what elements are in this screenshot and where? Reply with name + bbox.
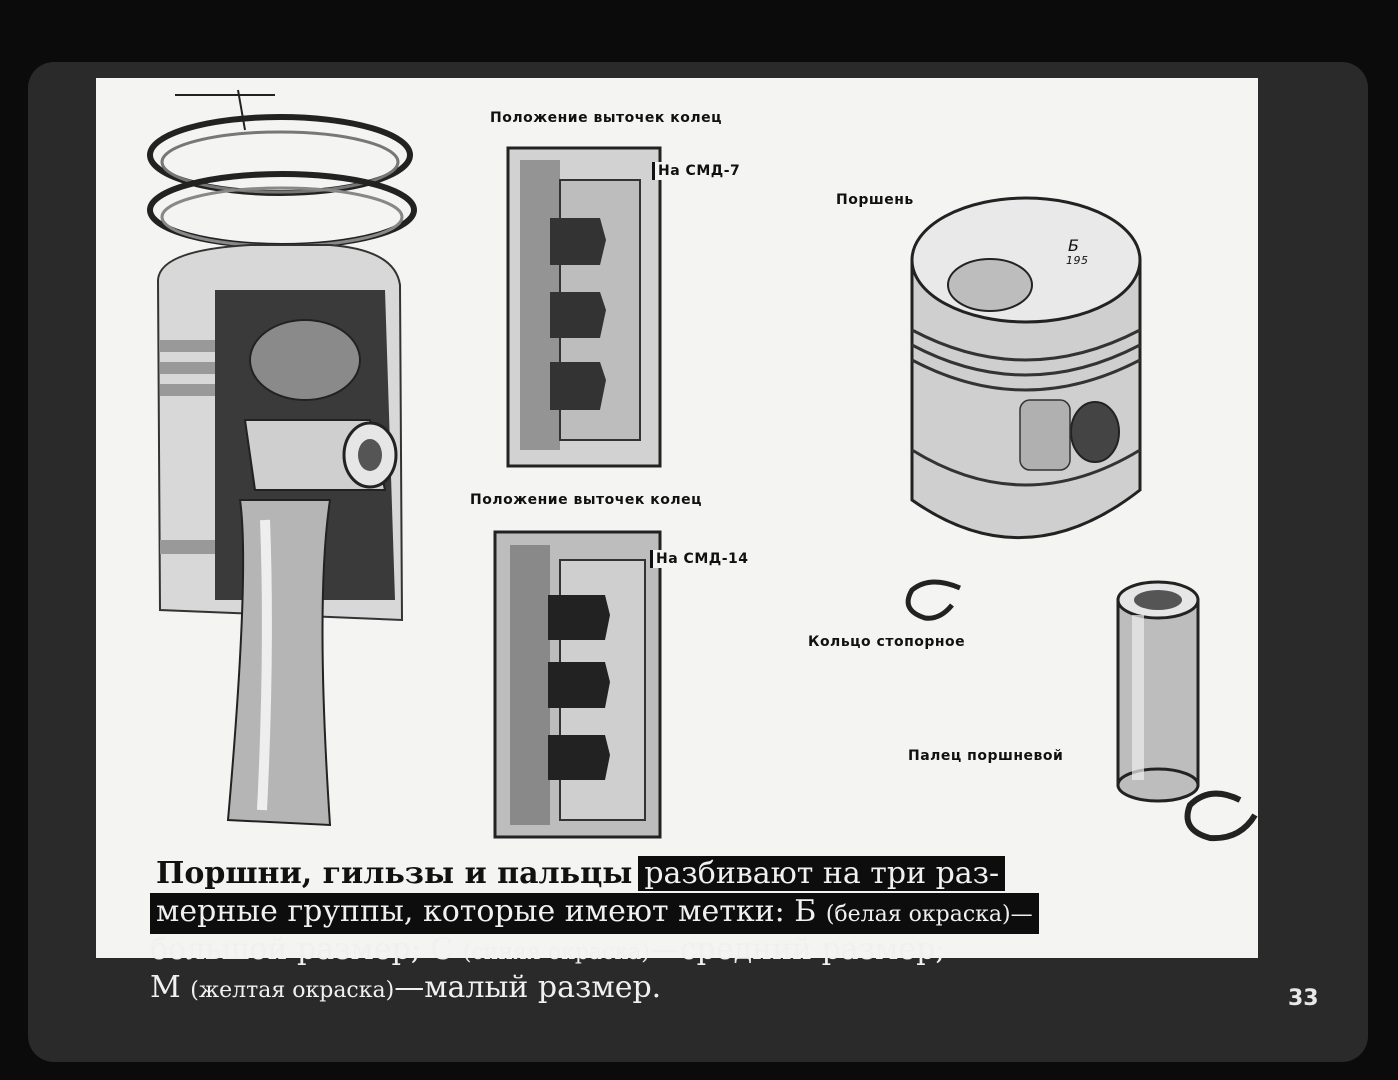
retaining-ring-bottom-illustration <box>1188 794 1256 839</box>
piston-mark-number: 195 <box>1066 254 1089 267</box>
caption-line2-main: мерные группы, которые имеют метки: Б <box>156 894 817 929</box>
caption-line4-end: —малый размер. <box>394 970 662 1005</box>
caption-line1-rest: разбивают на три раз- <box>638 856 1005 891</box>
retaining-ring-label: Кольцо стопорное <box>808 634 966 650</box>
piston-label: Поршень <box>836 192 914 208</box>
smd7-label: На СМД-7 <box>652 162 743 180</box>
ring-grooves-smd14-illustration <box>495 532 660 837</box>
piston-pin-illustration <box>1118 582 1198 801</box>
caption-line3-note: (синяя окраска) <box>462 940 650 965</box>
ring-grooves-smd7-illustration <box>508 148 660 466</box>
ring-grooves-bottom-title: Положение выточек колец <box>470 492 702 508</box>
piston-mark: Б <box>1068 236 1080 255</box>
piston-illustration <box>912 198 1140 538</box>
ring-grooves-top-title: Положение выточек колец <box>490 110 722 126</box>
retaining-ring-illustration <box>908 582 960 618</box>
caption-line4-letter: М <box>150 970 181 1005</box>
piston-cutaway-illustration <box>150 90 414 825</box>
caption-line2-note: (белая окраска)— <box>825 902 1033 927</box>
piston-pin-label: Палец поршневой <box>908 748 1064 764</box>
caption-line3-end: —средний размер; <box>649 932 946 967</box>
caption-line4-note: (желтая окраска) <box>190 978 395 1003</box>
caption-highlight: Поршни, гильзы и пальцы <box>150 856 638 891</box>
page-number: 33 <box>1288 986 1319 1011</box>
smd14-label: На СМД-14 <box>650 550 752 568</box>
caption-line3-main: большой размер; С <box>150 932 454 967</box>
